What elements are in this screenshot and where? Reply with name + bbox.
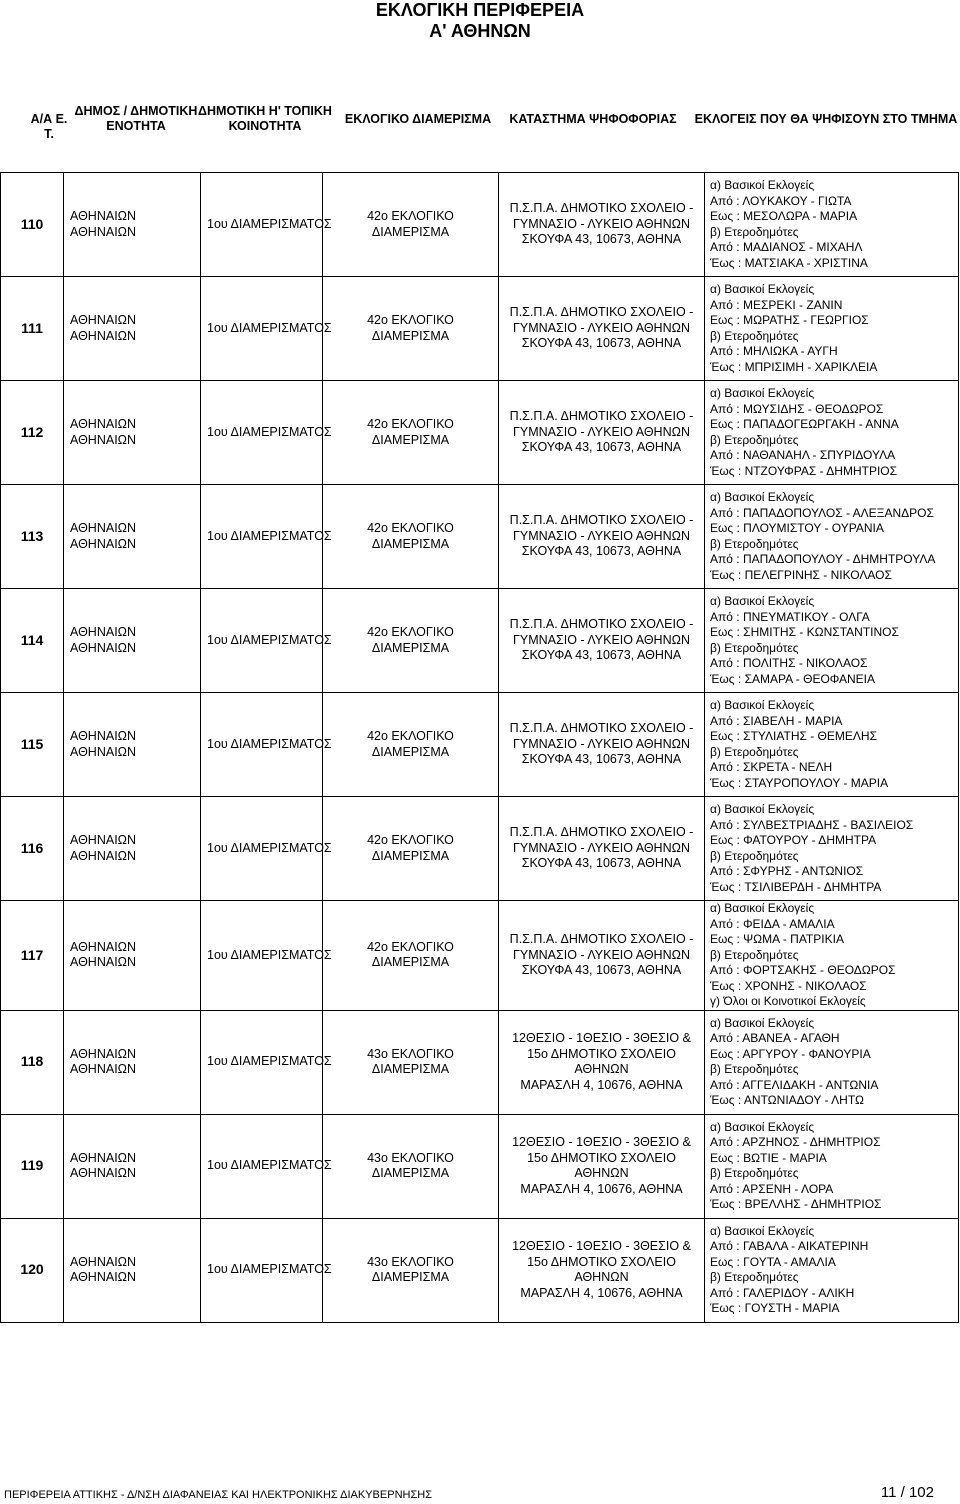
dimos-cell [64,901,201,1011]
diamerisma-cell [323,1010,499,1114]
katastima-line: Π.Σ.Π.Α. ΔΗΜΟΤΙΚΟ ΣΧΟΛΕΙΟ - [509,201,694,216]
eklogeis-cell [705,693,959,797]
row-number-cell [1,485,64,589]
eklogeis-line: α) Βασικοί Εκλογείς [710,490,815,504]
katastima-line: ΣΚΟΥΦΑ 43, 10673, ΑΘΗΝΑ [521,336,682,351]
diamerisma-line: ΔΙΑΜΕΡΙΣΜΑ [371,1270,450,1284]
eklogeis-cell [705,589,959,693]
katastima-line: Π.Σ.Π.Α. ΔΗΜΟΤΙΚΟ ΣΧΟΛΕΙΟ - [509,932,694,946]
diamerisma-line: ΔΙΑΜΕΡΙΣΜΑ [371,955,450,970]
diamerisma-line: 42ο ΕΚΛΟΓΙΚΟ [367,521,454,535]
katastima-line: 12ΘΕΣΙΟ - 1ΘΕΣΙΟ - 3ΘΕΣΙΟ & [512,1031,691,1045]
koinotita-text: 1ου ΔΙΑΜΕΡΙΣΜΑΤΟΣ [207,947,332,962]
koinotita-cell [201,173,332,277]
eklogeis-line: Εως : ΣΤΥΛΙΑΤΗΣ - ΘΕΜΕΛΗΣ [710,729,877,743]
row-number-cell [1,589,64,693]
dimos-cell [64,693,201,797]
page-subtitle: Α' ΑΘΗΝΩΝ [429,21,531,41]
katastima-line: ΣΚΟΥΦΑ 43, 10673, ΑΘΗΝΑ [521,232,682,247]
katastima-line: ΓΥΜΝΑΣΙΟ - ΛΥΚΕΙΟ ΑΘΗΝΩΝ [513,216,690,231]
row-number-cell [1,797,64,901]
row-number: 118 [20,1053,44,1070]
koinotita-cell [201,1010,332,1114]
eklogeis-line: Εως : ΜΩΡΑΤΗΣ - ΓΕΩΡΓΙΟΣ [710,313,869,327]
eklogeis-line: Εως : ΜΕΣΟΛΩΡΑ - ΜΑΡΙΑ [710,209,858,223]
row-number: 114 [20,631,44,648]
row-number: 113 [20,527,44,544]
koinotita-text: 1ου ΔΙΑΜΕΡΙΣΜΑΤΟΣ [207,840,332,855]
header-dimos: ΔΗΜΟΣ / ΔΗΜΟΤΙΚΗ ΕΝΟΤΗΤΑ [74,104,198,133]
eklogeis-line: Από : ΑΡΖΗΝΟΣ - ΔΗΜΗΤΡΙΟΣ [710,1135,881,1149]
dimos-cell [64,381,201,485]
eklogeis-line: Από : ΛΟΥΚΑΚΟΥ - ΓΙΩΤΑ [710,193,852,208]
eklogeis-line: Από : ΣΚΡΕΤΑ - ΝΕΛΗ [710,760,833,774]
eklogeis-line: Έως : ΣΑΜΑΡΑ - ΘΕΟΦΑΝΕΙΑ [710,671,876,686]
table-row [1,797,959,901]
eklogeis-cell [705,1114,959,1218]
dimos-cell [64,797,201,901]
eklogeis-line: Έως : ΠΕΛΕΓΡΙΝΗΣ - ΝΙΚΟΛΑΟΣ [710,567,892,582]
diamerisma-line: 42ο ΕΚΛΟΓΙΚΟ [367,939,454,954]
eklogeis-line: Εως : ΓΟΥΤΑ - ΑΜΑΛΙΑ [710,1254,836,1269]
dimos-line: ΑΘΗΝΑΙΩΝ [70,224,137,239]
katastima-line: ΑΘΗΝΩΝ [574,1270,629,1284]
katastima-line: Π.Σ.Π.Α. ΔΗΜΟΤΙΚΟ ΣΧΟΛΕΙΟ - [509,305,694,320]
eklogeis-cell [705,485,959,589]
eklogeis-line: β) Ετεροδημότες [710,1062,799,1076]
eklogeis-line: α) Βασικοί Εκλογείς [710,178,815,192]
footer-page-number: 11 / 102 [880,1484,934,1501]
diamerisma-line: ΔΙΑΜΕΡΙΣΜΑ [371,432,450,447]
header-katastima: ΚΑΤΑΣΤΗΜΑ ΨΗΦΟΦΟΡΙΑΣ [509,112,677,126]
eklogeis-line: Από : ΦΕΙΔΑ - ΑΜΑΛΙΑ [710,916,835,931]
katastima-line: ΑΘΗΝΩΝ [574,1166,629,1180]
eklogeis-line: α) Βασικοί Εκλογείς [710,901,815,915]
eklogeis-line: β) Ετεροδημότες [710,1270,799,1284]
katastima-line: Π.Σ.Π.Α. ΔΗΜΟΤΙΚΟ ΣΧΟΛΕΙΟ - [509,617,694,632]
diamerisma-line: ΔΙΑΜΕΡΙΣΜΑ [371,1166,450,1180]
table-row [1,381,959,485]
katastima-line: ΣΚΟΥΦΑ 43, 10673, ΑΘΗΝΑ [521,856,682,871]
koinotita-text: 1ου ΔΙΑΜΕΡΙΣΜΑΤΟΣ [207,1158,332,1173]
eklogeis-line: Έως : ΣΤΑΥΡΟΠΟΥΛΟΥ - ΜΑΡΙΑ [710,775,889,790]
koinotita-cell [201,277,332,381]
dimos-line: ΑΘΗΝΑΙΩΝ [70,640,137,655]
eklogeis-line: α) Βασικοί Εκλογείς [710,1015,815,1030]
dimos-line: ΑΘΗΝΑΙΩΝ [70,955,137,970]
row-number-cell [1,1114,64,1218]
eklogeis-line: Από : ΑΒΑΝΕΑ - ΑΓΑΘΗ [710,1031,840,1045]
katastima-line: 12ΘΕΣΙΟ - 1ΘΕΣΙΟ - 3ΘΕΣΙΟ & [512,1135,691,1149]
eklogeis-line: α) Βασικοί Εκλογείς [710,282,815,296]
dimos-cell [64,173,201,277]
diamerisma-line: ΔΙΑΜΕΡΙΣΜΑ [371,536,450,551]
eklogeis-line: Από : ΦΟΡΤΣΑΚΗΣ - ΘΕΟΔΩΡΟΣ [710,963,896,977]
koinotita-cell [201,693,332,797]
row-number-cell [1,1218,64,1322]
diamerisma-cell [323,173,499,277]
katastima-line: ΓΥΜΝΑΣΙΟ - ΛΥΚΕΙΟ ΑΘΗΝΩΝ [513,947,690,962]
eklogeis-line: β) Ετεροδημότες [710,328,799,343]
eklogeis-line: β) Ετεροδημότες [710,848,799,863]
diamerisma-line: 43ο ΕΚΛΟΓΙΚΟ [367,1046,454,1061]
table-row [1,1114,959,1218]
row-number-cell [1,173,64,277]
eklogeis-line: α) Βασικοί Εκλογείς [710,1119,815,1134]
eklogeis-cell [705,277,959,381]
koinotita-cell [201,381,332,485]
eklogeis-line: α) Βασικοί Εκλογείς [710,698,815,712]
dimos-line: ΑΘΗΝΑΙΩΝ [70,848,137,863]
katastima-line: 15ο ΔΗΜΟΤΙΚΟ ΣΧΟΛΕΙΟ [527,1046,676,1061]
table-row [1,589,959,693]
eklogeis-cell [705,173,959,277]
table-header [0,104,960,141]
diamerisma-line: ΔΙΑΜΕΡΙΣΜΑ [371,224,450,239]
diamerisma-line: 42ο ΕΚΛΟΓΙΚΟ [367,625,454,639]
table-row [1,277,959,381]
eklogeis-line: α) Βασικοί Εκλογείς [710,386,815,400]
koinotita-text: 1ου ΔΙΑΜΕΡΙΣΜΑΤΟΣ [207,1262,332,1277]
eklogeis-line: β) Ετεροδημότες [710,744,799,759]
dimos-line: ΑΘΗΝΑΙΩΝ [70,313,137,327]
diamerisma-cell [323,693,499,797]
diamerisma-line: ΔΙΑΜΕΡΙΣΜΑ [371,744,450,759]
katastima-line: ΓΥΜΝΑΣΙΟ - ΛΥΚΕΙΟ ΑΘΗΝΩΝ [513,632,690,647]
header-koinotita: ΔΗΜΟΤΙΚΗ Η' ΤΟΠΙΚΗ ΚΟΙΝΟΤΗΤΑ [198,104,332,133]
eklogeis-line: α) Βασικοί Εκλογείς [710,1223,815,1238]
katastima-cell [499,693,705,797]
koinotita-cell [201,485,332,589]
diamerisma-line: ΔΙΑΜΕΡΙΣΜΑ [371,328,450,343]
table-row [1,485,959,589]
katastima-line: ΜΑΡΑΣΛΗ 4, 10676, ΑΘΗΝΑ [520,1285,683,1300]
eklogeis-line: Έως : ΜΠΡΙΣΙΜΗ - ΧΑΡΙΚΛΕΙΑ [710,359,878,374]
katastima-line: ΣΚΟΥΦΑ 43, 10673, ΑΘΗΝΑ [521,963,682,977]
katastima-line: Π.Σ.Π.Α. ΔΗΜΟΤΙΚΟ ΣΧΟΛΕΙΟ - [509,721,694,736]
eklogeis-cell [705,901,959,1011]
katastima-cell [499,797,705,901]
eklogeis-line: Εως : ΨΩΜΑ - ΠΑΤΡΙΚΙΑ [710,932,844,946]
eklogeis-line: Από : ΣΙΑΒΕΛΗ - ΜΑΡΙΑ [710,713,843,728]
dimos-cell [64,1114,201,1218]
eklogeis-line: Από : ΑΓΓΕΛΙΔΑΚΗ - ΑΝΤΩΝΙΑ [710,1077,879,1092]
row-number: 120 [20,1261,44,1278]
table-body [1,173,959,1323]
diamerisma-line: 43ο ΕΚΛΟΓΙΚΟ [367,1254,454,1269]
diamerisma-line: ΔΙΑΜΕΡΙΣΜΑ [371,848,450,863]
eklogeis-line: α) Βασικοί Εκλογείς [710,802,815,816]
dimos-line: ΑΘΗΝΑΙΩΝ [70,1046,137,1061]
eklogeis-line: Έως : ΜΑΤΣΙΑΚΑ - ΧΡΙΣΤΙΝΑ [710,255,868,270]
diamerisma-cell [323,901,499,1011]
koinotita-text: 1ου ΔΙΑΜΕΡΙΣΜΑΤΟΣ [207,632,332,647]
eklogeis-cell [705,1010,959,1114]
dimos-line: ΑΘΗΝΑΙΩΝ [70,209,137,223]
katastima-line: ΣΚΟΥΦΑ 43, 10673, ΑΘΗΝΑ [521,440,682,455]
dimos-cell [64,277,201,381]
row-number-cell [1,693,64,797]
koinotita-cell [201,589,332,693]
katastima-cell [499,589,705,693]
diamerisma-cell [323,1114,499,1218]
eklogeis-line: Εως : ΒΩΤΙΕ - ΜΑΡΙΑ [710,1150,827,1165]
katastima-line: ΜΑΡΑΣΛΗ 4, 10676, ΑΘΗΝΑ [520,1181,683,1196]
koinotita-cell [201,901,332,1011]
eklogeis-line: α) Βασικοί Εκλογείς [710,594,815,608]
diamerisma-cell [323,277,499,381]
koinotita-text: 1ου ΔΙΑΜΕΡΙΣΜΑΤΟΣ [207,736,332,751]
katastima-line: ΓΥΜΝΑΣΙΟ - ΛΥΚΕΙΟ ΑΘΗΝΩΝ [513,840,690,855]
dimos-line: ΑΘΗΝΑΙΩΝ [70,1166,137,1180]
polling-table [0,172,959,1323]
row-number: 112 [20,423,44,440]
eklogeis-line: γ) Όλοι οι Κοινοτικοί Εκλογείς [710,994,866,1008]
katastima-line: 15ο ΔΗΜΟΤΙΚΟ ΣΧΟΛΕΙΟ [527,1150,676,1165]
dimos-cell [64,589,201,693]
eklogeis-line: β) Ετεροδημότες [710,1166,799,1180]
eklogeis-line: Έως : ΓΟΥΣΤΗ - ΜΑΡΙΑ [710,1301,840,1315]
diamerisma-line: ΔΙΑΜΕΡΙΣΜΑ [371,1062,450,1076]
eklogeis-line: Από : ΠΑΠΑΔΟΠΟΥΛΟΥ - ΔΗΜΗΤΡΟΥΛΑ [710,552,936,566]
diamerisma-line: 43ο ΕΚΛΟΓΙΚΟ [367,1150,454,1165]
katastima-cell [499,1218,705,1322]
eklogeis-line: Από : ΜΑΔΙΑΝΟΣ - ΜΙΧΑΗΛ [710,240,863,254]
koinotita-cell [201,1114,332,1218]
row-number-cell [1,277,64,381]
diamerisma-line: 42ο ΕΚΛΟΓΙΚΟ [367,209,454,223]
row-number: 119 [20,1157,44,1174]
koinotita-text: 1ου ΔΙΑΜΕΡΙΣΜΑΤΟΣ [207,320,332,335]
table-row [1,173,959,277]
dimos-line: ΑΘΗΝΑΙΩΝ [70,625,137,639]
katastima-line: ΣΚΟΥΦΑ 43, 10673, ΑΘΗΝΑ [521,752,682,767]
katastima-line: ΣΚΟΥΦΑ 43, 10673, ΑΘΗΝΑ [521,648,682,663]
eklogeis-line: Έως : ΝΤΖΟΥΦΡΑΣ - ΔΗΜΗΤΡΙΟΣ [710,463,898,478]
eklogeis-line: Από : ΣΥΛΒΕΣΤΡΙΑΔΗΣ - ΒΑΣΙΛΕΙΟΣ [710,817,914,832]
eklogeis-line: β) Ετεροδημότες [710,947,799,962]
eklogeis-line: Από : ΣΦΥΡΗΣ - ΑΝΤΩΝΙΟΣ [710,864,864,878]
row-number: 117 [20,946,44,963]
diamerisma-cell [323,1218,499,1322]
diamerisma-line: 42ο ΕΚΛΟΓΙΚΟ [367,313,454,327]
dimos-cell [64,485,201,589]
katastima-line: ΓΥΜΝΑΣΙΟ - ΛΥΚΕΙΟ ΑΘΗΝΩΝ [513,736,690,751]
row-number: 111 [21,319,43,336]
table-row [1,693,959,797]
dimos-line: ΑΘΗΝΑΙΩΝ [70,1270,137,1284]
eklogeis-line: β) Ετεροδημότες [710,224,799,239]
dimos-cell [64,1010,201,1114]
table-row [1,901,959,1011]
dimos-line: ΑΘΗΝΑΙΩΝ [70,521,137,535]
diamerisma-cell [323,485,499,589]
diamerisma-cell [323,797,499,901]
diamerisma-line: 42ο ΕΚΛΟΓΙΚΟ [367,833,454,847]
koinotita-text: 1ου ΔΙΑΜΕΡΙΣΜΑΤΟΣ [207,424,332,439]
eklogeis-line: Εως : ΣΗΜΙΤΗΣ - ΚΩΝΣΤΑΝΤΙΝΟΣ [710,625,899,639]
diamerisma-line: 42ο ΕΚΛΟΓΙΚΟ [367,729,454,743]
eklogeis-line: Έως : ΧΡΟΝΗΣ - ΝΙΚΟΛΑΟΣ [710,978,867,993]
footer-organization: ΠΕΡΙΦΕΡΕΙΑ ΑΤΤΙΚΗΣ - Δ/ΝΣΗ ΔΙΑΦΑΝΕΙΑΣ ΚΑΙ ΗΛΕΚΤΡΟΝΙΚΗΣ ΔΙΑΚΥΒΕΡΝΗΣΗΣ [4,1489,433,1501]
diamerisma-cell [323,381,499,485]
katastima-line: ΣΚΟΥΦΑ 43, 10673, ΑΘΗΝΑ [521,544,682,559]
eklogeis-line: Έως : ΒΡΕΛΛΗΣ - ΔΗΜΗΤΡΙΟΣ [710,1197,882,1211]
katastima-line: ΓΥΜΝΑΣΙΟ - ΛΥΚΕΙΟ ΑΘΗΝΩΝ [513,320,690,335]
eklogeis-line: Από : ΜΗΛΙΩΚΑ - ΑΥΓΗ [710,344,838,358]
katastima-line: ΜΑΡΑΣΛΗ 4, 10676, ΑΘΗΝΑ [520,1077,683,1092]
eklogeis-line: Έως : ΑΝΤΩΝΙΑΔΟΥ - ΛΗΤΩ [710,1093,864,1107]
katastima-line: 15ο ΔΗΜΟΤΙΚΟ ΣΧΟΛΕΙΟ [527,1254,676,1269]
row-number-cell [1,381,64,485]
katastima-line: Π.Σ.Π.Α. ΔΗΜΟΤΙΚΟ ΣΧΟΛΕΙΟ - [509,409,694,424]
dimos-line: ΑΘΗΝΑΙΩΝ [70,939,137,954]
eklogeis-line: Εως : ΦΑΤΟΥΡΟΥ - ΔΗΜΗΤΡΑ [710,833,877,847]
dimos-line: ΑΘΗΝΑΙΩΝ [70,328,137,343]
table-row [1,1218,959,1322]
dimos-line: ΑΘΗΝΑΙΩΝ [70,536,137,551]
katastima-line: ΓΥΜΝΑΣΙΟ - ΛΥΚΕΙΟ ΑΘΗΝΩΝ [513,424,690,439]
eklogeis-line: Εως : ΑΡΓΥΡΟΥ - ΦΑΝΟΥΡΙΑ [710,1046,871,1061]
koinotita-text: 1ου ΔΙΑΜΕΡΙΣΜΑΤΟΣ [207,216,332,231]
eklogeis-line: Έως : ΤΣΙΛΙΒΕΡΔΗ - ΔΗΜΗΤΡΑ [710,879,882,894]
header-aa: Α/Α Ε. Τ. [30,112,68,141]
katastima-line: ΓΥΜΝΑΣΙΟ - ΛΥΚΕΙΟ ΑΘΗΝΩΝ [513,528,690,543]
row-number-cell [1,1010,64,1114]
eklogeis-line: Από : ΠΑΠΑΔΟΠΟΥΛΟΣ - ΑΛΕΞΑΝΔΡΟΣ [710,505,934,520]
koinotita-text: 1ου ΔΙΑΜΕΡΙΣΜΑΤΟΣ [207,1054,332,1069]
dimos-line: ΑΘΗΝΑΙΩΝ [70,1150,137,1165]
header-eklogeis: ΕΚΛΟΓΕΙΣ ΠΟΥ ΘΑ ΨΗΦΙΣΟΥΝ ΣΤΟ ΤΜΗΜΑ [694,112,958,126]
eklogeis-line: β) Ετεροδημότες [710,640,799,655]
eklogeis-line: Από : ΑΡΣΕΝΗ - ΛΟΡΑ [710,1181,834,1196]
eklogeis-line: Από : ΓΑΒΑΛΑ - ΑΙΚΑΤΕΡΙΝΗ [710,1239,869,1253]
dimos-cell [64,1218,201,1322]
eklogeis-cell [705,1218,959,1322]
eklogeis-line: β) Ετεροδημότες [710,536,799,551]
katastima-line: Π.Σ.Π.Α. ΔΗΜΟΤΙΚΟ ΣΧΟΛΕΙΟ - [509,825,694,840]
table-row [1,1010,959,1114]
eklogeis-line: Από : ΠΝΕΥΜΑΤΙΚΟΥ - ΟΛΓΑ [710,609,870,624]
katastima-cell [499,173,705,277]
row-number: 115 [20,735,44,752]
diamerisma-line: 42ο ΕΚΛΟΓΙΚΟ [367,417,454,431]
katastima-line: 12ΘΕΣΙΟ - 1ΘΕΣΙΟ - 3ΘΕΣΙΟ & [512,1239,691,1253]
eklogeis-cell [705,381,959,485]
katastima-cell [499,1114,705,1218]
eklogeis-line: Από : ΓΑΛΕΡΙΔΟΥ - ΑΛΙΚΗ [710,1285,855,1300]
eklogeis-line: Εως : ΠΑΠΑΔΟΓΕΩΡΓΑΚΗ - ΑΝΝΑ [710,417,899,431]
dimos-line: ΑΘΗΝΑΙΩΝ [70,744,137,759]
row-number: 116 [20,839,44,856]
diamerisma-line: ΔΙΑΜΕΡΙΣΜΑ [371,640,450,655]
header-diamerisma: ΕΚΛΟΓΙΚΟ ΔΙΑΜΕΡΙΣΜΑ [344,112,492,126]
dimos-line: ΑΘΗΝΑΙΩΝ [70,1062,137,1076]
katastima-cell [499,277,705,381]
dimos-line: ΑΘΗΝΑΙΩΝ [70,1254,137,1269]
eklogeis-line: Από : ΝΑΘΑΝΑΗΛ - ΣΠΥΡΙΔΟΥΛΑ [710,448,896,462]
eklogeis-line: Από : ΜΕΣΡΕΚΙ - ΖΑΝΙΝ [710,297,843,312]
eklogeis-line: Από : ΜΩΥΣΙΔΗΣ - ΘΕΟΔΩΡΟΣ [710,401,884,416]
diamerisma-cell [323,589,499,693]
katastima-line: ΑΘΗΝΩΝ [574,1062,629,1076]
eklogeis-line: Από : ΠΟΛΙΤΗΣ - ΝΙΚΟΛΑΟΣ [710,656,868,670]
eklogeis-cell [705,797,959,901]
katastima-cell [499,381,705,485]
katastima-cell [499,485,705,589]
row-number: 110 [20,215,44,232]
dimos-line: ΑΘΗΝΑΙΩΝ [70,833,137,847]
koinotita-cell [201,797,332,901]
katastima-cell [499,901,705,1011]
koinotita-text: 1ου ΔΙΑΜΕΡΙΣΜΑΤΟΣ [207,528,332,543]
katastima-cell [499,1010,705,1114]
row-number-cell [1,901,64,1011]
eklogeis-line: β) Ετεροδημότες [710,432,799,447]
katastima-line: Π.Σ.Π.Α. ΔΗΜΟΤΙΚΟ ΣΧΟΛΕΙΟ - [509,513,694,528]
page-title: ΕΚΛΟΓΙΚΗ ΠΕΡΙΦΕΡΕΙΑ [375,0,585,20]
dimos-line: ΑΘΗΝΑΙΩΝ [70,729,137,743]
eklogeis-line: Εως : ΠΛΟΥΜΙΣΤΟΥ - ΟΥΡΑΝΙΑ [710,521,884,535]
dimos-line: ΑΘΗΝΑΙΩΝ [70,432,137,447]
dimos-line: ΑΘΗΝΑΙΩΝ [70,417,137,431]
koinotita-cell [201,1218,332,1322]
